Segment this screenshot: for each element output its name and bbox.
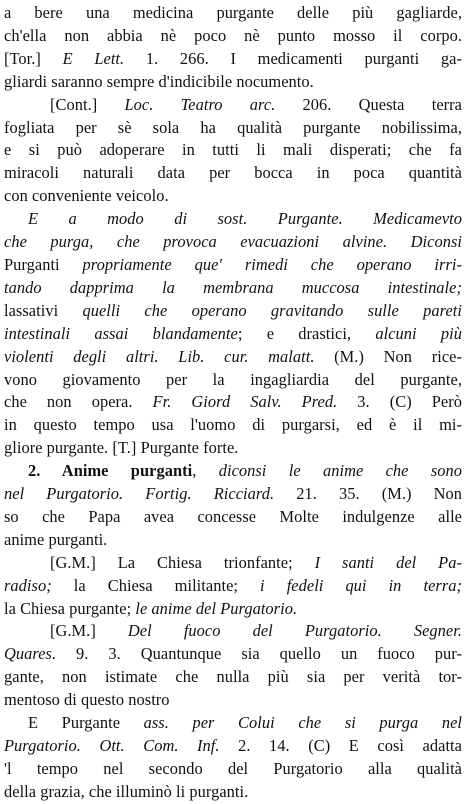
roman-text: 'l tempo nel secondo del Purgatorio alla qualità (4, 758, 462, 778)
roman-text: (M.) Non rice- (314, 346, 462, 366)
text-line (4, 94, 462, 117)
text-line (4, 460, 462, 483)
roman-text: gliore purgante. [T.] Purgante forte. (4, 438, 239, 458)
text-line (4, 208, 462, 231)
roman-text: gante, non istimate che nulla più sia per verità tor- (4, 667, 462, 687)
text-line (4, 139, 462, 162)
italic-text: E a modo di sost. Purgante. Medicamevto (28, 209, 462, 229)
roman-text: [Cont.] (50, 94, 125, 114)
roman-text: so che Papa avea concesse Molte indulgenze alle (4, 506, 462, 526)
dictionary-page (4, 2, 462, 804)
text-line (4, 323, 462, 346)
italic-text: che purga, che provoca evacuazioni alvine. Diconsi (4, 232, 462, 252)
italic-text: E Lett. (62, 48, 125, 68)
bold-text: 2. Anime purganti (28, 461, 193, 481)
text-line (4, 529, 462, 552)
roman-text: 1. 266. I medicamenti purganti ga- (124, 48, 462, 68)
italic-text: ass. per Colui che si purga nel (143, 713, 462, 733)
italic-text: I santi del Pa- (314, 552, 462, 572)
text-line (4, 689, 462, 712)
italic-text: radiso; (4, 575, 52, 595)
roman-text: in questo tempo usa l'uomo di purgarsi, ed è il mi- (4, 415, 462, 435)
text-line (4, 643, 462, 666)
roman-text: anime purganti. (4, 529, 108, 549)
italic-text: Fr. Giord Salv. Pred. (152, 392, 338, 412)
text-line (4, 781, 462, 804)
roman-text: [Tor.] (4, 48, 63, 68)
text-line (4, 254, 462, 277)
text-line (4, 231, 462, 254)
italic-text: i fedeli qui in terra; (260, 575, 462, 595)
italic-text: Quares. (4, 644, 57, 664)
italic-text: Purgatorio. Ott. Com. Inf. (4, 736, 220, 755)
roman-text: lassativi (4, 300, 83, 320)
text-line (4, 712, 462, 735)
roman-text: 3. (C) Però (337, 392, 462, 412)
text-line (4, 48, 462, 71)
text-line (4, 735, 462, 758)
roman-text: 21. 35. (M.) Non (274, 484, 462, 504)
text-line (4, 117, 462, 140)
text-line (4, 506, 462, 529)
text-line (4, 552, 462, 575)
text-line (4, 162, 462, 185)
roman-text: 206. Questa terra (275, 94, 462, 114)
text-line (4, 185, 462, 208)
roman-text: gliardi saranno sempre d'indicibile nocumento. (4, 71, 314, 91)
roman-text: ; e drastici, (237, 323, 376, 343)
roman-text: la Chiesa purgante; (4, 598, 136, 618)
roman-text: con conveniente veicolo. (4, 186, 169, 206)
roman-text: 9. 3. Quantunque sia quello un fuoco pur- (56, 644, 462, 664)
italic-text: alcuni più (375, 323, 462, 343)
italic-text: violenti degli altri. Lib. cur. malatt. (4, 346, 315, 366)
roman-text: 2. 14. (C) E così adatta (219, 736, 462, 755)
italic-text: nel Purgatorio. Fortig. Ricciard. (4, 484, 275, 504)
roman-text: [G.M.] (50, 621, 128, 641)
italic-text: Loc. Teatro arc. (124, 94, 276, 114)
roman-text: vono giovamento per la ingagliardia del purgante, (4, 369, 462, 389)
roman-text: della grazia, che illuminò li purganti. (4, 781, 249, 801)
text-line (4, 483, 462, 506)
text-line (4, 391, 462, 414)
roman-text: a bere una medicina purgante delle più gagliarde, (4, 3, 462, 22)
roman-text: Purganti (4, 254, 83, 274)
roman-text: Purgante (61, 713, 144, 733)
italic-text: diconsi le anime che sono (218, 461, 462, 481)
roman-text: miracoli naturali data per bocca in poca quantità (4, 163, 462, 183)
roman-text: e si può adoperare in tutti li mali disperati; che fa (4, 140, 462, 160)
italic-text: propriamente que' rimedi che operano irri- (82, 254, 462, 274)
text-line (4, 25, 462, 48)
roman-text: ch'ella non abbia nè poco nè punto mosso il corpo. (4, 25, 462, 45)
text-line (4, 758, 462, 781)
text-line (4, 277, 462, 300)
italic-text: Del fuoco del Purgatorio. Segner. (127, 621, 462, 641)
text-line (4, 300, 462, 323)
roman-text: la Chiesa militante; (51, 575, 261, 595)
roman-text: E (28, 713, 62, 733)
italic-text: tando dapprima la membrana muccosa intestinale; (4, 277, 462, 297)
text-line (4, 414, 462, 437)
roman-text: che non opera. (4, 392, 153, 412)
roman-text: mentoso di questo nostro (4, 690, 170, 710)
roman-text: , (192, 461, 219, 481)
text-line (4, 598, 462, 621)
text-line (4, 2, 462, 25)
text-line (4, 666, 462, 689)
italic-text: intestinali assai blandamente (4, 323, 238, 343)
text-line (4, 71, 462, 94)
roman-text: [G.M.] La Chiesa trionfante; (50, 552, 315, 572)
italic-text: le anime del Purgatorio. (135, 598, 298, 618)
text-line (4, 620, 462, 643)
text-line (4, 437, 462, 460)
text-line (4, 575, 462, 598)
italic-text: quelli che operano gravitando sulle pareti (82, 300, 462, 320)
roman-text: fogliata per sè sola ha qualità purgante nobilissima, (4, 117, 462, 137)
text-line (4, 346, 462, 369)
text-line (4, 369, 462, 392)
